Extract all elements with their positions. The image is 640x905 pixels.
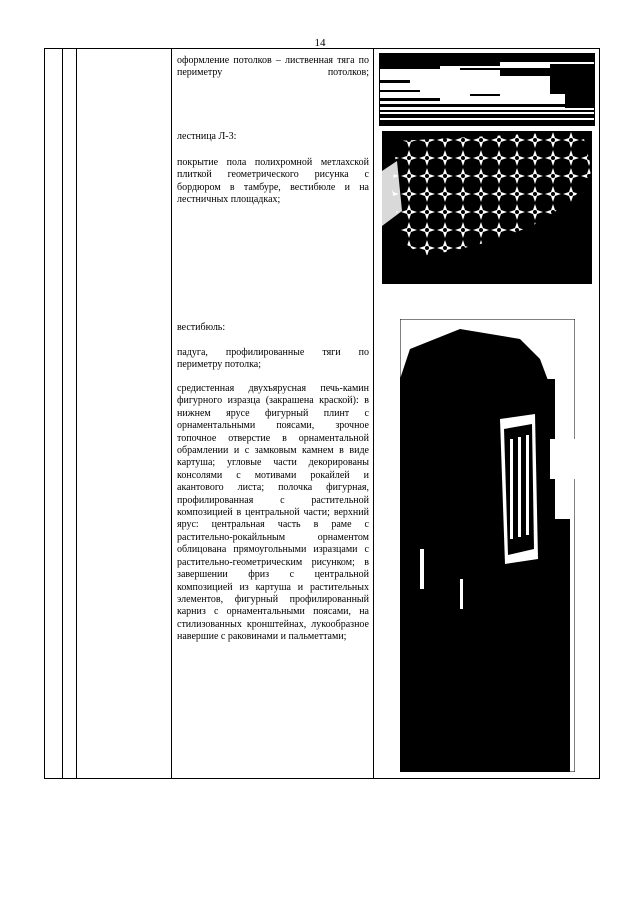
column-divider	[373, 49, 374, 778]
description-text: покрытие пола полихромной метлахской плиткой геометрического рисунка с бордюром в тамбуре, вестибюле и на лестничных площадках;	[177, 157, 369, 206]
row-ceiling-text	[177, 55, 369, 80]
row-staircase-heading	[177, 131, 369, 143]
description-text: средистенная двухъярусная печь-камин фигурного изразца (закрашена краской): в нижнем ярусе фигурный плинт с орнаментальными поясами, зрочное топочное отверстие в орнаментальной обрамлении и с замковым камнем в виде картуша; угловые части декорированы консолями с мотивами рокайлей и акантового листа; полочка фигурная, профилированная с растительной композицией в центральной части; верхний ярус: центральная часть в раме с растительно-рокайльным орнаментом облицована прямоугольными изразцами с растительно-геометрическим рисунком; в завершении фриз с центральной композицией из картуша и растительных элементов, фигурный профилированный карниз с орнаментальными поясами, на стилизованных кронштейнах, лукообразное навершие с раковинами и пальметтами;	[177, 383, 369, 643]
column-divider	[171, 49, 172, 778]
tiled-stove-fireplace-photo	[400, 319, 575, 772]
row-floor-text	[177, 157, 369, 207]
row-vestibule-ceiling-text	[177, 347, 369, 372]
section-heading: лестница Л-3:	[177, 131, 237, 142]
page-number: 14	[314, 37, 326, 49]
row-stove-text	[177, 383, 369, 644]
heritage-elements-table	[44, 48, 600, 779]
section-heading: вестибюль:	[177, 322, 226, 333]
ceiling-cornice-photo	[379, 53, 595, 126]
metlakh-tile-floor-photo	[382, 131, 592, 284]
column-divider	[62, 49, 63, 778]
row-vestibule-heading	[177, 322, 369, 334]
column-divider	[76, 49, 77, 778]
description-text: оформление потолков – лиственная тяга по периметру потолков;	[177, 55, 369, 79]
description-text: падуга, профилированные тяги по периметру потолка;	[177, 347, 369, 371]
